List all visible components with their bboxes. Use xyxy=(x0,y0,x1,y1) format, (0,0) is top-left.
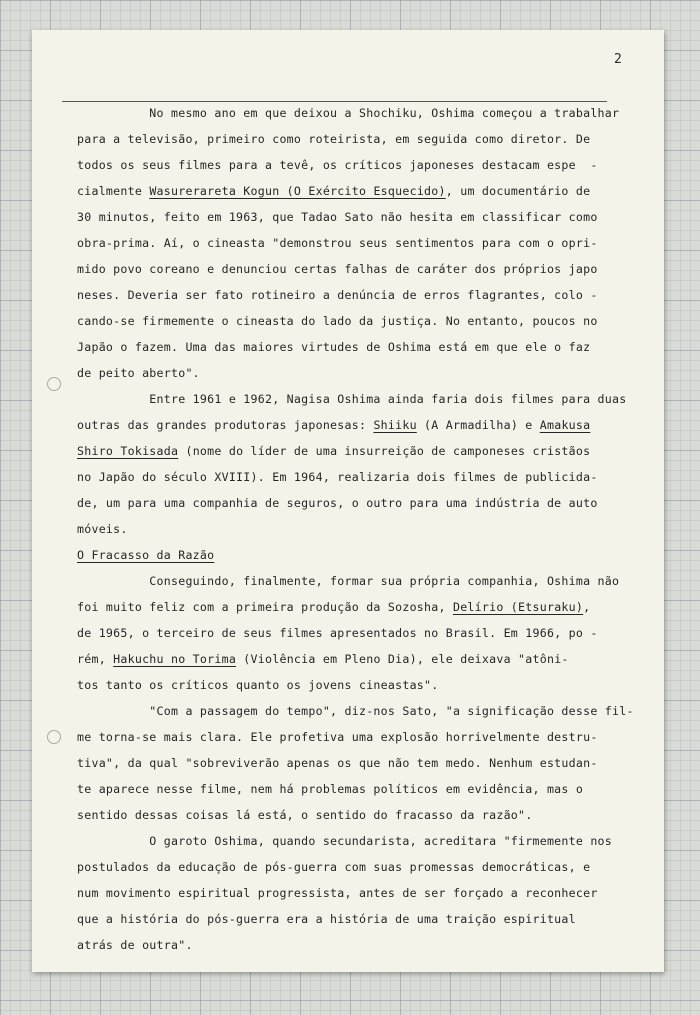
text-line: No mesmo ano em que deixou a Shochiku, Oshima começou a trabalhar xyxy=(77,106,620,120)
punch-hole xyxy=(47,377,61,391)
punch-hole xyxy=(47,730,61,744)
text-line: de 1965, o terceiro de seus filmes apresentados no Brasil. Em 1966, po - xyxy=(77,626,598,640)
paragraph-4 xyxy=(77,698,637,828)
film-title-wasurerareta-kogun: Wasurerareta Kogun (O Exército Esquecido) xyxy=(149,184,446,198)
text-line: postulados da educação de pós-guerra com suas promessas democráticas, e xyxy=(77,860,591,874)
text-line: sentido dessas coisas lá está, o sentido do fracasso da razão". xyxy=(77,808,533,822)
text-span: , um documentário de xyxy=(445,184,591,198)
text-line: de, um para uma companhia de seguros, o outro para uma indústria de auto xyxy=(77,496,598,510)
text-line: te aparece nesse filme, nem há problemas políticos em evidência, mas o xyxy=(77,782,584,796)
text-line xyxy=(77,646,637,672)
text-line: "Com a passagem do tempo", diz-nos Sato, "a significação desse fil- xyxy=(77,704,634,718)
text-span: , xyxy=(583,600,591,614)
text-line: atrás de outra". xyxy=(77,938,193,952)
text-line: 30 minutos, feito em 1963, que Tadao Sato não hesita em classificar como xyxy=(77,210,598,224)
section-heading-text: O Fracasso da Razão xyxy=(77,548,215,562)
text-line: neses. Deveria ser fato rotineiro a denúncia de erros flagrantes, colo - xyxy=(77,288,598,302)
text-line: móveis. xyxy=(77,522,128,536)
text-line xyxy=(77,438,637,464)
paragraph-2 xyxy=(77,386,637,542)
text-line: de peito aberto". xyxy=(77,366,200,380)
text-span: (Violência em Pleno Dia), ele deixava "atôni- xyxy=(236,652,569,666)
text-span: cialmente xyxy=(77,184,150,198)
text-span: outras das grandes produtoras japonesas: xyxy=(77,418,374,432)
paragraph-3 xyxy=(77,568,637,698)
text-span: (nome do líder de uma insurreição de camponeses cristãos xyxy=(178,444,591,458)
typewritten-page xyxy=(32,30,664,972)
text-line xyxy=(77,178,637,204)
text-line: Japão o fazem. Uma das maiores virtudes de Oshima está em que ele o faz xyxy=(77,340,591,354)
text-line: me torna-se mais clara. Ele profetiva uma explosão horrivelmente destru- xyxy=(77,730,598,744)
text-line: tiva", da qual "sobreviverão apenas os que não tem medo. Nenhum estudan- xyxy=(77,756,598,770)
film-title-shiiku: Shiiku xyxy=(373,418,417,432)
text-line: para a televisão, primeiro como roteirista, em seguida como diretor. De xyxy=(77,132,591,146)
text-line xyxy=(77,594,637,620)
text-line: que a história do pós-guerra era a história de uma traição espiritual xyxy=(77,912,576,926)
paragraph-1 xyxy=(77,100,637,386)
text-span: rém, xyxy=(77,652,114,666)
page-number: 2 xyxy=(614,52,622,67)
text-line: O garoto Oshima, quando secundarista, acreditara "firmemente nos xyxy=(77,834,613,848)
text-line: mido povo coreano e denunciou certas falhas de caráter dos próprios japo xyxy=(77,262,598,276)
text-line: tos tanto os críticos quanto os jovens cineastas". xyxy=(77,678,439,692)
paragraph-5 xyxy=(77,828,637,958)
film-title-amakusa: Amakusa xyxy=(539,418,591,432)
text-line: cando-se firmemente o cineasta do lado da justiça. No entanto, poucos no xyxy=(77,314,598,328)
text-span: foi muito feliz com a primeira produção da Sozosha, xyxy=(77,600,453,614)
film-title-hakuchu-no-torima: Hakuchu no Torima xyxy=(113,652,237,666)
section-heading xyxy=(77,542,637,568)
text-line: Entre 1961 e 1962, Nagisa Oshima ainda faria dois filmes para duas xyxy=(77,392,627,406)
text-line: num movimento espiritual progressista, antes de ser forçado a reconhecer xyxy=(77,886,598,900)
text-line xyxy=(77,412,637,438)
film-title-shiro-tokisada: Shiro Tokisada xyxy=(77,444,179,458)
film-title-delirio: Delírio (Etsuraku) xyxy=(452,600,584,614)
text-span: (A Armadilha) e xyxy=(416,418,540,432)
text-line: Conseguindo, finalmente, formar sua própria companhia, Oshima não xyxy=(77,574,620,588)
text-line: no Japão do século XVIII). Em 1964, realizaria dois filmes de publicida- xyxy=(77,470,598,484)
text-line: obra-prima. Aí, o cineasta "demonstrou seus sentimentos para com o opri- xyxy=(77,236,598,250)
body-text xyxy=(77,100,637,958)
text-line: todos os seus filmes para a tevê, os críticos japoneses destacam espe - xyxy=(77,158,598,172)
